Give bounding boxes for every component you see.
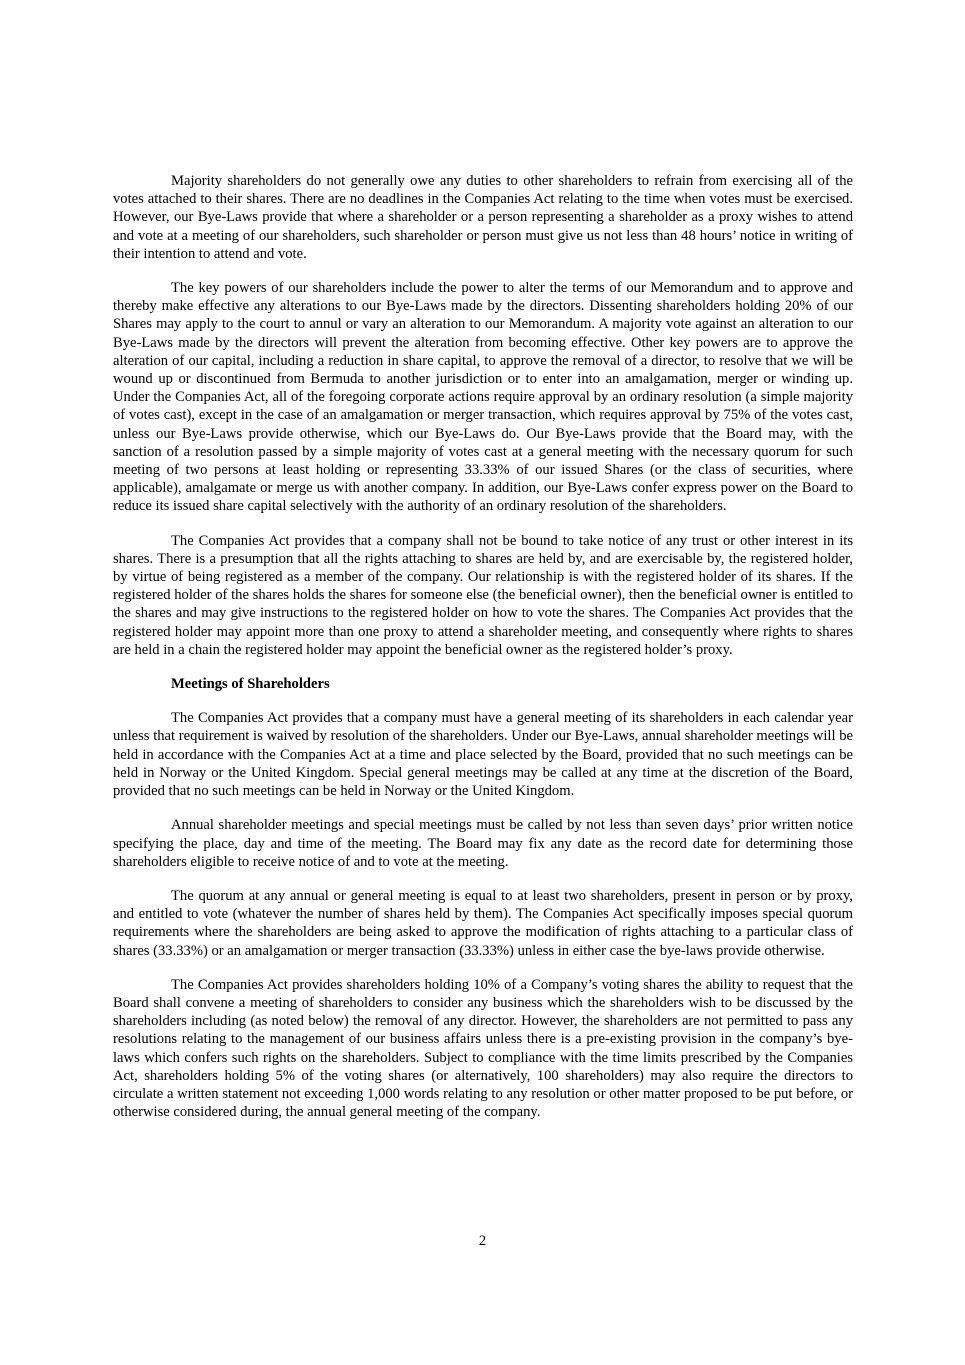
paragraph-general-meeting: The Companies Act provides that a company must have a general meeting of its shareholders in each calendar year unless that requirement is waived by resolution of the shareholders. Under our Bye-Laws, annual shareholder meetings will be held in accordance with the Companies Act at a time and place selected by the Board, provided that no such meetings can be held in Norway or the United Kingdom. Special general meetings may be called at any time at the discretion of the Board, provided that no such meetings can be held in Norway or the United Kingdom. (113, 710, 853, 800)
document-body (113, 172, 853, 1137)
paragraph-shareholder-requests: The Companies Act provides shareholders holding 10% of a Company’s voting shares the ability to request that the Board shall convene a meeting of shareholders to consider any business which the shareholders wish to be discussed by the shareholders including (as noted below) the removal of any director. However, the shareholders are not permitted to pass any resolutions relating to the management of our business affairs unless there is a pre-existing provision in the company’s bye-laws which confers such rights on the shareholders. Subject to compliance with the time limits prescribed by the Companies Act, shareholders holding 5% of the voting shares (or alternatively, 100 shareholders) may also require the directors to circulate a written statement not exceeding 1,000 words relating to any resolution or other matter proposed to be put before, or otherwise considered during, the annual general meeting of the company. (113, 976, 853, 1121)
section-heading-meetings: Meetings of Shareholders (171, 676, 330, 693)
page-number: 2 (478, 1233, 487, 1249)
paragraph-majority-shareholders: Majority shareholders do not generally owe any duties to other shareholders to refrain from exercising all of the votes attached to their shares. There are no deadlines in the Companies Act relating to the time when votes must be exercised. However, our Bye-Laws provide that where a shareholder or a person representing a shareholder as a proxy wishes to attend and vote at a meeting of our shareholders, such shareholder or person must give us not less than 48 hours’ notice in writing of their intention to attend and vote. (113, 173, 853, 262)
paragraph-meeting-notice: Annual shareholder meetings and special meetings must be called by not less than seven days’ prior written notice specifying the place, day and time of the meeting. The Board may fix any date as the record date for determining those shareholders eligible to receive notice of and to vote at the meeting. (113, 817, 853, 870)
paragraph-quorum: The quorum at any annual or general meeting is equal to at least two shareholders, present in person or by proxy, and entitled to vote (whatever the number of shares held by them). The Companies Act specifically imposes special quorum requirements where the shareholders are being asked to approve the modification of rights attaching to a particular class of shares (33.33%) or an amalgamation or merger transaction (33.33%) unless in either case the bye-laws provide otherwise. (113, 887, 853, 959)
paragraph-notice-of-trust: The Companies Act provides that a company shall not be bound to take notice of any trust or other interest in its shares. There is a presumption that all the rights attaching to shares are held by, and are exercisable by, the registered holder, by virtue of being registered as a member of the company. Our relationship is with the registered holder of its shares. If the registered holder of the shares holds the shares for someone else (the beneficial owner), then the beneficial owner is entitled to the shares and may give instructions to the registered holder on how to vote the shares. The Companies Act provides that the registered holder may appoint more than one proxy to attend a shareholder meeting, and consequently where rights to shares are held in a chain the registered holder may appoint the beneficial owner as the registered holder’s proxy. (113, 532, 853, 658)
paragraph-key-powers: The key powers of our shareholders include the power to alter the terms of our Memorandum and to approve and thereby make effective any alterations to our Bye-Laws made by the directors. Dissenting shareholders holding 20% of our Shares may apply to the court to annul or vary an alteration to our Memorandum. A majority vote against an alteration to our Bye-Laws made by the directors will prevent the alteration from becoming effective. Other key powers are to approve the alteration of our capital, including a reduction in share capital, to approve the removal of a director, to resolve that we will be wound up or discontinued from Bermuda to another jurisdiction or to enter into an amalgamation, merger or winding up. Under the Companies Act, all of the foregoing corporate actions require approval by an ordinary resolution (a simple majority of votes cast), except in the case of an amalgamation or merger transaction, which requires approval by 75% of the votes cast, unless our Bye-Laws provide otherwise, which our Bye-Laws do. Our Bye-Laws provide that the Board may, with the sanction of a resolution passed by a simple majority of votes cast at a general meeting with the necessary quorum for such meeting of two persons at least holding or representing 33.33% of our issued Shares (or the class of securities, where applicable), amalgamate or merge us with another company. In addition, our Bye-Laws confer express power on the Board to reduce its issued share capital selectively with the authority of an ordinary resolution of the shareholders. (113, 280, 853, 515)
